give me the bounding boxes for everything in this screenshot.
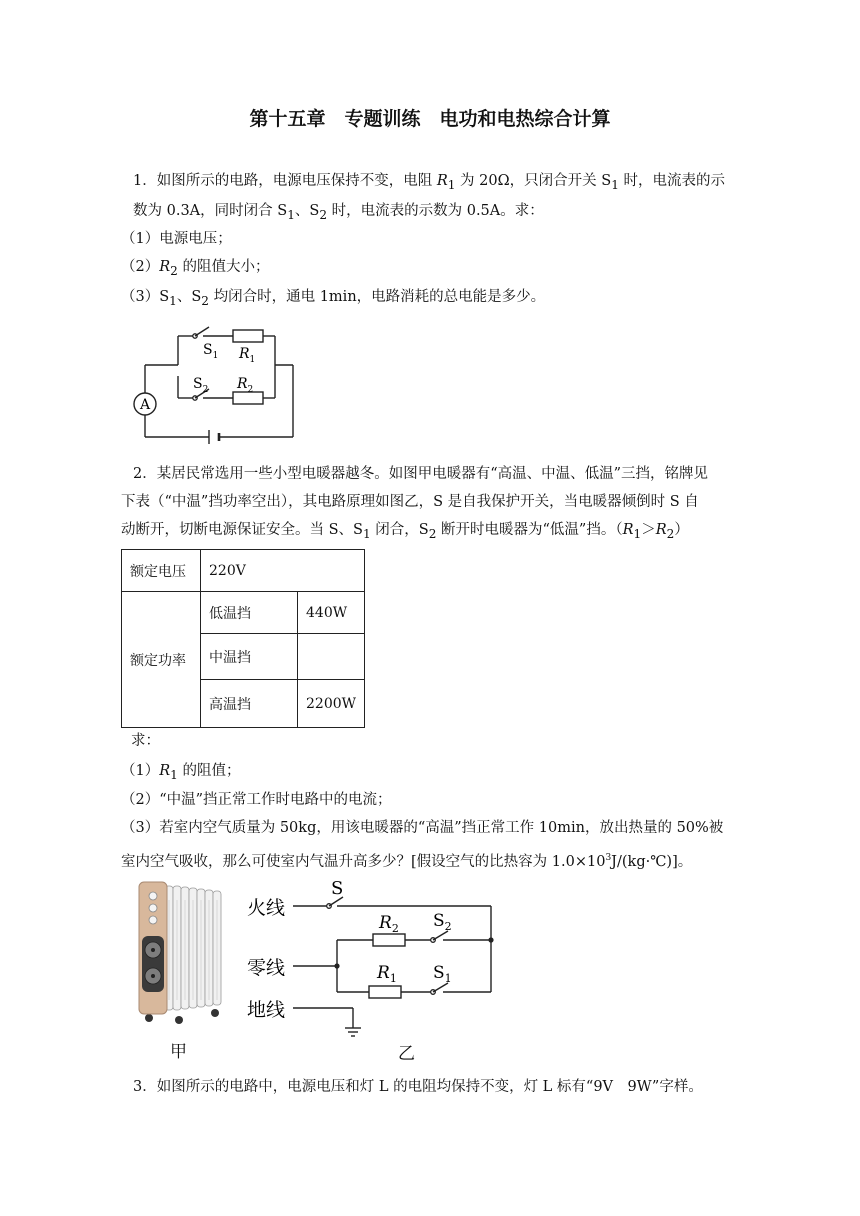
heater-illustration (135, 880, 225, 1025)
q3-line1: 3．如图所示的电路中，电源电压和灯 L 的电阻均保持不变，灯 L 标有“9V 9W”字样。 (133, 1079, 703, 1095)
q2-sub3a: （3）若室内空气质量为 50kg，用该电暖器的“高温”挡正常工作 10min，放出热量的 50%被 (121, 820, 724, 836)
q2-ask: 求： (131, 733, 160, 749)
s2-label: $S_2$ (193, 376, 209, 395)
q1-sub1: （1）电源电压； (121, 231, 232, 247)
q1-line2: 数为 0.3A，同时闭合 $S_1$、$S_2$ 时，电流表的示数为 0.5A。求： (133, 203, 544, 222)
mode-high: 高温挡 (201, 680, 298, 728)
r1-label: $R_1$ (377, 963, 397, 985)
q1-circuit-diagram (125, 318, 310, 446)
s1-label: $S_1$ (433, 963, 452, 985)
r2-label: $R_2$ (237, 376, 254, 395)
r2-label: $R_2$ (379, 913, 399, 935)
q1-sub3: $(3)S_1$、$S_2$ 均闭合时，通电 1min，电路消耗的总电能是多少。 (121, 289, 546, 308)
rated-voltage-value: 220V (201, 550, 365, 592)
q2-sub1: $(1)R_1$ 的阻值； (121, 763, 241, 782)
q2-line1: 2．某居民常选用一些小型电暖器越冬。如图甲电暖器有“高温、中温、低温”三挡，铭牌见 (133, 466, 709, 482)
page-title: 第十五章 专题训练 电功和电热综合计算 (249, 108, 611, 130)
ground-wire-label: 地线 (247, 999, 286, 1021)
s2-label: $S_2$ (433, 911, 452, 933)
r1-label: $R_1$ (239, 346, 256, 365)
nameplate-table (121, 549, 365, 728)
q1-line1: 1．如图所示的电路，电源电压保持不变，电阻 $R_1$ 为 20Ω，只闭合开关 $S_1$ 时，电流表的示 (133, 173, 725, 192)
ammeter-label: A (139, 397, 151, 413)
live-wire-label: 火线 (247, 897, 286, 919)
q2-line3: 动断开，切断电源保证安全。当 S、$S_1$ 闭合，$S_2$ 断开时电暖器为“低温”挡。$(R_1>R_2)$ (121, 522, 689, 541)
s1-label: $S_1$ (203, 342, 219, 361)
fig-jia-caption: 甲 (170, 1042, 187, 1062)
q2-sub3b: 室内空气吸收，那么可使室内气温升高多少？[假设空气的比热容为 $1.0\times 10^3J/(kg\cdot℃)$]。 (121, 853, 693, 870)
mode-low: 低温挡 (201, 592, 298, 634)
neutral-wire-label: 零线 (247, 957, 286, 979)
fig-yi-caption: 乙 (398, 1044, 415, 1064)
rated-power-label: 额定功率 (122, 592, 201, 728)
mode-mid: 中温挡 (201, 634, 298, 680)
power-low: 440W (298, 592, 365, 634)
s-label: S (331, 878, 344, 899)
rated-voltage-label: 额定电压 (122, 550, 201, 592)
q2-sub2: （2）“中温”挡正常工作时电路中的电流； (121, 792, 392, 808)
q1-sub2: $(2)R_2$ 的阻值大小； (121, 259, 270, 278)
power-high: 2200W (298, 680, 365, 728)
q2-line2: 下表（“中温”挡功率空出），其电路原理如图乙，S 是自我保护开关，当电暖器倾倒时 S 自 (121, 494, 699, 510)
heater-circuit-diagram (245, 876, 505, 1066)
power-mid (298, 634, 365, 680)
